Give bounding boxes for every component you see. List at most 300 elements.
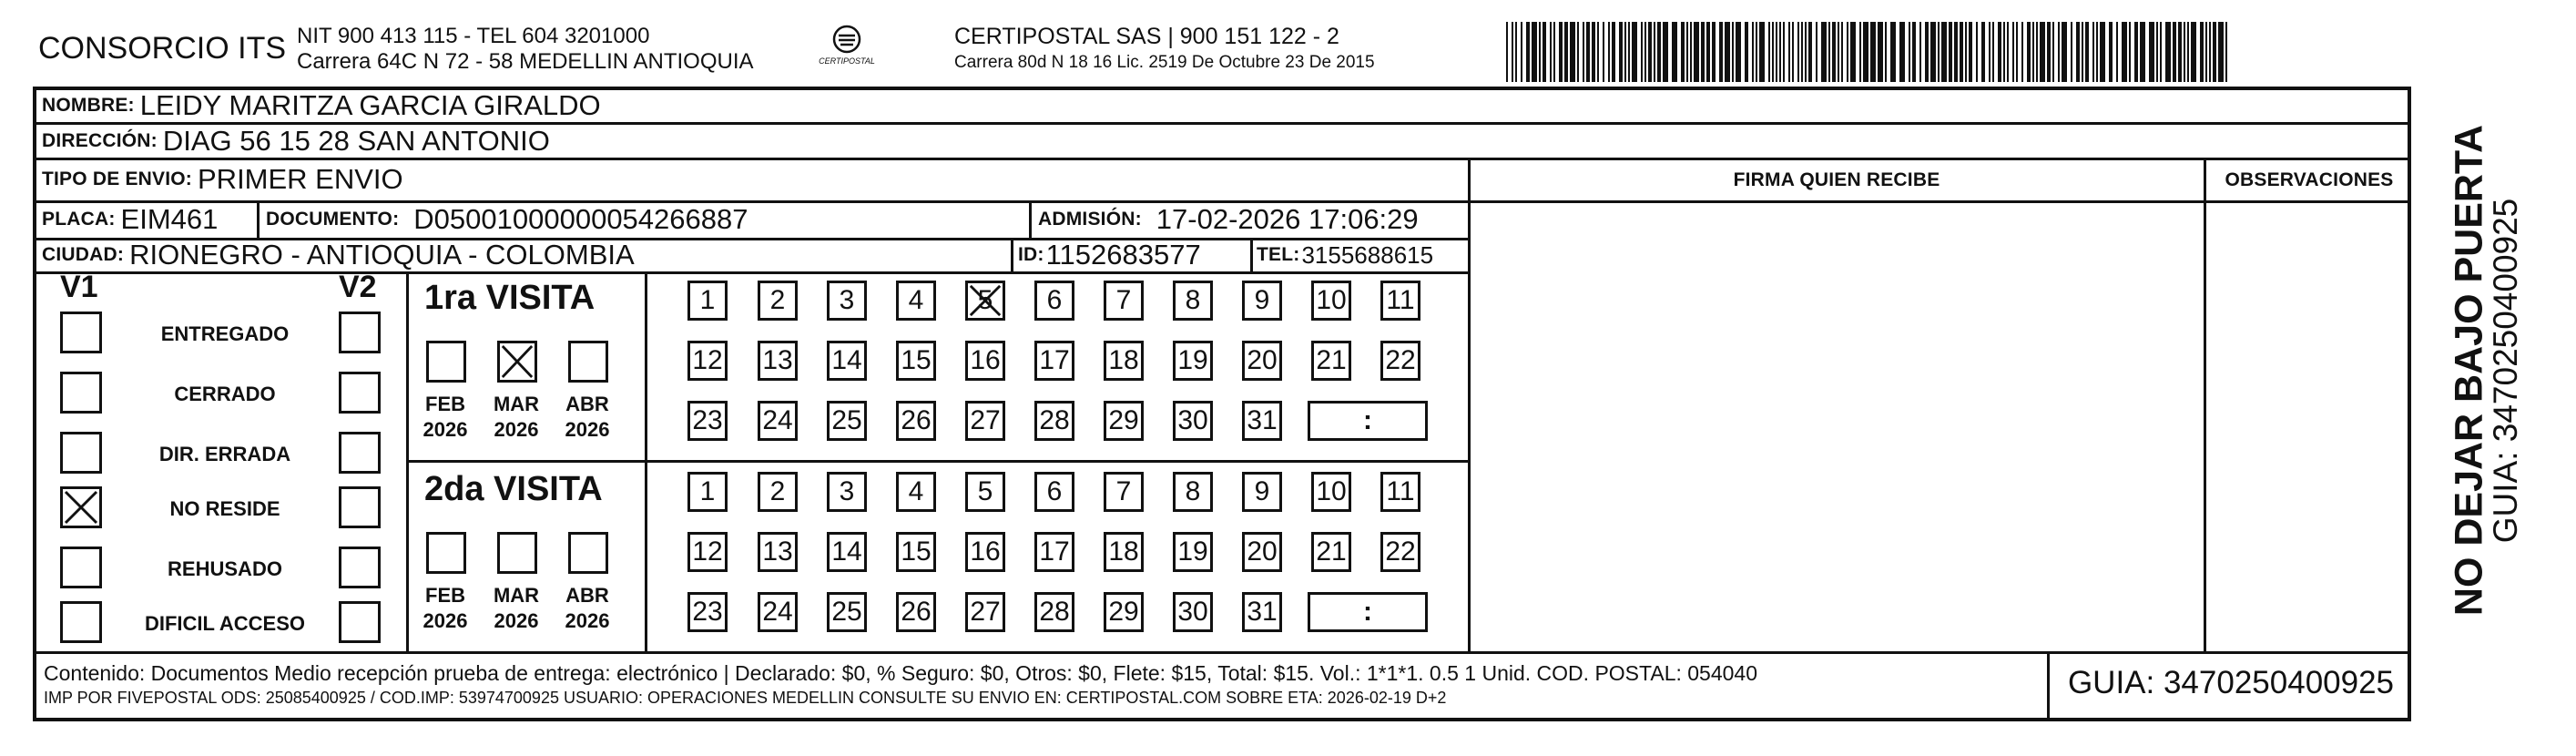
barcode-bar [1550,22,1552,82]
barcode-bar [1539,22,1541,82]
day-box[interactable]: 21 [1311,532,1351,572]
barcode-bar [2116,22,2118,82]
day-box[interactable]: 2 [758,281,798,321]
day-box[interactable]: 17 [1034,532,1074,572]
barcode-bar [2184,22,2185,82]
barcode-bar [2165,22,2171,82]
v2-checkbox[interactable] [339,432,381,474]
footer-print-line: IMP POR FIVEPOSTAL ODS: 25085400925 / COD.IMP: 53974700925 USUARIO: OPERACIONES MEDELLIN CONSULTE SU ENVIO EN: CERTIPOSTAL.COM SOBRE ETA: 2026-02-19 D+2 [44,689,1447,707]
barcode-bar [1976,22,1978,82]
admision-row [1038,202,1419,237]
barcode-bar [2021,22,2023,82]
barcode-bar [2178,22,2182,82]
day-box[interactable] [965,281,1005,321]
v1-checkbox[interactable] [60,547,102,588]
barcode-bar [2156,22,2158,82]
barcode-bar [1949,22,1952,82]
barcode-bar [1686,22,1688,82]
barcode-bar [1690,22,1692,82]
barcode-graphic [1502,20,2231,84]
month-year: 2026 [423,609,468,632]
status-option-label: ENTREGADO [160,322,290,345]
barcode-bar [1797,22,1799,82]
day-box[interactable]: 24 [758,592,798,632]
barcode-bar [1890,22,1896,82]
day-box[interactable]: 26 [896,401,936,441]
carrier-address-line: Carrera 80d N 18 16 Lic. 2519 De Octubre 23 De 2015 [954,53,1375,72]
ciudad-label: CIUDAD: [42,244,125,265]
barcode-bar [2187,22,2189,82]
divider [645,271,647,651]
month-label [555,583,619,634]
day-box[interactable]: 25 [827,401,867,441]
barcode-bar [2225,22,2227,82]
barcode-bar [1608,22,1610,82]
divider [1029,200,1032,238]
day-box[interactable]: 26 [896,592,936,632]
direccion-value: DIAG 56 15 28 SAN ANTONIO [162,125,550,157]
barcode-bar [1909,22,1910,82]
barcode-bar [1644,22,1646,82]
day-box[interactable]: 14 [827,341,867,381]
divider [1470,200,2411,203]
v1-checkbox[interactable] [60,601,102,643]
barcode-bar [2140,22,2145,82]
status-option-label: DIFICIL ACCESO [144,612,305,635]
day-box[interactable]: 9 [1242,472,1282,512]
day-box[interactable]: 28 [1034,592,1074,632]
status-option-label: REHUSADO [168,557,282,580]
tel-value: 3155688615 [1301,240,1434,269]
company-address-line: Carrera 64C N 72 - 58 MEDELLIN ANTIOQUIA [297,49,754,74]
barcode-bar [1628,22,1630,82]
day-box[interactable]: 7 [1104,281,1144,321]
barcode-bar [2200,22,2204,82]
barcode-bar [2085,22,2089,82]
admision-value: 17-02-2026 17:06:29 [1156,203,1419,235]
barcode-bar [1752,22,1754,82]
month-checkbox[interactable] [497,532,537,574]
barcode-bar [2082,22,2083,82]
time-box[interactable]: : [1308,592,1428,632]
barcode-bar [2040,22,2045,82]
barcode-bar [1592,22,1595,82]
barcode-bar [1992,22,1994,82]
documento-value: D0500100000005426688​7 [413,203,748,235]
certipostal-logo-icon [812,24,881,77]
barcode-bar [1570,22,1575,82]
v2-checkbox[interactable] [339,312,381,353]
barcode-bar [1654,22,1655,82]
tel-row [1257,239,1433,271]
barcode-bar [2191,22,2196,82]
side-guia: GUIA: 3470250400925 [2487,198,2524,544]
barcode-bar [2209,22,2211,82]
day-box[interactable]: 30 [1173,401,1213,441]
month-name: FEB [425,584,465,607]
day-box[interactable]: 27 [965,401,1005,441]
barcode-bar [1885,22,1887,82]
barcode-bar [2058,22,2060,82]
v1-header: V1 [60,270,98,304]
month-checkbox[interactable] [426,341,466,383]
day-box[interactable]: 4 [896,281,936,321]
nombre-label: NOMBRE: [42,95,135,116]
barcode-bar [2047,22,2051,82]
barcode-bar [1712,22,1716,82]
barcode-bar [2173,22,2176,82]
day-box[interactable]: 19 [1173,532,1213,572]
nombre-value: LEIDY MARITZA GARCIA GIRALDO [139,89,601,121]
barcode-bar [1919,22,1921,82]
direccion-row [42,125,550,158]
month-checkbox[interactable] [426,532,466,574]
barcode-bar [1768,22,1770,82]
check-x-icon [968,283,1003,318]
barcode-bar [1759,22,1765,82]
day-box[interactable]: 10 [1311,472,1351,512]
day-box[interactable]: 7 [1104,472,1144,512]
day-box[interactable]: 2 [758,472,798,512]
barcode [1502,20,2231,84]
month-checkbox[interactable] [568,341,608,383]
barcode-bar [1870,22,1876,82]
company-name: CONSORCIO ITS [38,31,287,66]
barcode-bar [1632,22,1637,82]
barcode-bar [2109,22,2113,82]
barcode-bar [1583,22,1584,82]
barcode-bar [2160,22,2162,82]
check-x-icon [63,489,99,526]
month-year: 2026 [494,418,539,441]
barcode-bar [1969,22,1972,82]
day-box[interactable]: 25 [827,592,867,632]
day-box[interactable]: 6 [1034,472,1074,512]
divider [406,460,1470,463]
barcode-bar [2071,22,2072,82]
day-box[interactable]: 29 [1104,401,1144,441]
documento-row [266,202,748,237]
month-name: ABR [565,584,609,607]
barcode-bar [1603,22,1604,82]
barcode-bar [1719,22,1723,82]
barcode-bar [1859,22,1861,82]
barcode-bar [1619,22,1623,82]
month-year: 2026 [494,609,539,632]
barcode-bar [1954,22,1958,82]
barcode-bar [1828,22,1830,82]
month-name: MAR [493,393,540,415]
barcode-bar [1998,22,2001,82]
barcode-bar [1938,22,1940,82]
month-label [413,392,477,443]
barcode-bar [1838,22,1839,82]
barcode-bar [1745,22,1748,82]
barcode-bar [1783,22,1785,82]
barcode-bar [1847,22,1848,82]
day-box[interactable]: 3 [827,281,867,321]
tipo-envio-row [42,161,403,198]
v2-checkbox[interactable] [339,547,381,588]
day-box[interactable]: 10 [1311,281,1351,321]
barcode-bar [1526,22,1530,82]
barcode-bar [1989,22,1991,82]
day-box[interactable]: 19 [1173,341,1213,381]
barcode-bar [1981,22,1985,82]
barcode-bar [1772,22,1774,82]
day-box[interactable]: 13 [758,532,798,572]
check-x-icon [500,343,535,380]
barcode-bar [1612,22,1615,82]
day-box[interactable]: 12 [687,532,728,572]
status-option-label: CERRADO [174,383,276,405]
barcode-bar [1912,22,1916,82]
day-box[interactable]: 23 [687,592,728,632]
divider [33,651,2411,654]
divider [1250,238,1253,271]
barcode-bar [1706,22,1710,82]
barcode-bar [2016,22,2018,82]
carrier-logo-text: CERTIPOSTAL [819,56,875,66]
day-box[interactable]: 9 [1242,281,1282,321]
barcode-bar [2052,22,2054,82]
barcode-bar [2134,22,2138,82]
barcode-bar [1899,22,1905,82]
status-option-label: NO RESIDE [169,497,280,520]
company-nit-line: NIT 900 413 115 - TEL 604 3201000 [297,24,650,48]
barcode-bar [1512,22,1513,82]
barcode-bar [1816,22,1817,82]
v2-checkbox[interactable] [339,601,381,643]
barcode-bar [1779,22,1781,82]
barcode-bar [1657,22,1661,82]
barcode-bar [1543,22,1546,82]
day-box[interactable]: 11 [1380,472,1420,512]
divider [2047,651,2050,721]
month-name: FEB [425,393,465,415]
tipo-envio-label: TIPO DE ENVIO: [42,169,192,189]
divider [406,271,409,651]
day-box[interactable]: 31 [1242,401,1282,441]
barcode-bar [2129,22,2131,82]
side-text [2415,100,2524,638]
day-box[interactable]: 1 [687,281,728,321]
divider [1468,158,1471,651]
barcode-bar [1736,22,1741,82]
barcode-bar [2027,22,2031,82]
month-name: MAR [493,584,540,607]
barcode-bar [1776,22,1777,82]
barcode-bar [1725,22,1730,82]
barcode-bar [1648,22,1652,82]
day-box[interactable]: 27 [965,592,1005,632]
v1-checkbox[interactable] [60,486,102,528]
day-box[interactable]: 20 [1242,532,1282,572]
month-name: ABR [565,393,609,415]
day-box[interactable]: 15 [896,532,936,572]
barcode-bar [2032,22,2034,82]
month-label [484,583,548,634]
day-box[interactable]: 8 [1173,472,1213,512]
barcode-bar [1521,22,1522,82]
day-box[interactable]: 20 [1242,341,1282,381]
barcode-bar [2012,22,2014,82]
day-box[interactable]: 15 [896,341,936,381]
day-box[interactable]: 30 [1173,592,1213,632]
certipostal-logo [812,24,881,77]
footer-guia: GUIA: 3470250400925 [2067,665,2395,700]
day-box[interactable]: 31 [1242,592,1282,632]
barcode-bar [1965,22,1967,82]
day-box[interactable]: 3 [827,472,867,512]
time-box[interactable]: : [1308,401,1428,441]
month-label [413,583,477,634]
firma-header: FIRMA QUIEN RECIBE [1733,169,1940,190]
day-box[interactable]: 4 [896,472,936,512]
barcode-bar [2122,22,2127,82]
day-box[interactable]: 16 [965,532,1005,572]
day-box[interactable]: 22 [1380,532,1420,572]
barcode-bar [2100,22,2105,82]
month-label [555,392,619,443]
barcode-bar [1641,22,1643,82]
v1-checkbox[interactable] [60,432,102,474]
barcode-bar [1672,22,1677,82]
id-value: 1152683577 [1045,239,1201,271]
barcode-bar [1832,22,1836,82]
barcode-bar [2062,22,2067,82]
divider [33,271,1470,274]
barcode-bar [1878,22,1883,82]
barcode-bar [1925,22,1929,82]
observaciones-header: OBSERVACIONES [2225,169,2394,190]
barcode-bar [2003,22,2005,82]
tipo-envio-value: PRIMER ENVIO [198,163,403,195]
barcode-bar [2092,22,2094,82]
barcode-bar [1577,22,1579,82]
barcode-bar [1930,22,1936,82]
divider [33,158,2411,160]
v2-checkbox[interactable] [339,486,381,528]
day-box[interactable]: 29 [1104,592,1144,632]
barcode-bar [1941,22,1947,82]
barcode-bar [1732,22,1734,82]
barcode-bar [2076,22,2080,82]
nombre-row [42,89,601,122]
barcode-bar [2036,22,2038,82]
barcode-bar [2096,22,2098,82]
id-row [1018,239,1201,271]
placa-row [42,202,218,237]
divider [2204,158,2206,651]
barcode-bar [2213,22,2216,82]
barcode-bar [1564,22,1568,82]
barcode-bar [1841,22,1843,82]
visit-title: 1ra VISITA [424,279,596,317]
month-checkbox[interactable] [497,341,537,383]
barcode-bar [1756,22,1757,82]
barcode-bar [1694,22,1699,82]
barcode-bar [1701,22,1705,82]
month-year: 2026 [565,609,610,632]
day-box[interactable]: 23 [687,401,728,441]
day-box[interactable]: 22 [1380,341,1420,381]
status-option-label: DIR. ERRADA [158,443,291,465]
divider [1011,238,1013,271]
barcode-bar [1515,22,1517,82]
barcode-bar [2218,22,2224,82]
day-box[interactable]: 8 [1173,281,1213,321]
day-box[interactable]: 5 [965,472,1005,512]
barcode-bar [1506,22,1508,82]
day-box[interactable]: 11 [1380,281,1420,321]
direccion-label: DIRECCIÓN: [42,130,158,151]
barcode-bar [1624,22,1626,82]
tel-label: TEL: [1257,244,1300,265]
month-year: 2026 [565,418,610,441]
carrier-name-line: CERTIPOSTAL SAS | 900 151 122 - 2 [954,24,1339,49]
documento-label: DOCUMENTO: [266,209,400,230]
barcode-bar [1597,22,1599,82]
day-box[interactable]: 17 [1034,341,1074,381]
admision-label: ADMISIÓN: [1038,209,1142,230]
id-label: ID: [1018,244,1044,265]
day-box[interactable]: 12 [687,341,728,381]
day-box[interactable]: 28 [1034,401,1074,441]
day-box[interactable]: 14 [827,532,867,572]
v2-header: V2 [339,270,377,304]
day-number: 5 [977,285,993,315]
barcode-bar [1586,22,1590,82]
v1-checkbox[interactable] [60,372,102,414]
visit-title: 2da VISITA [424,470,603,508]
day-box[interactable]: 1 [687,472,728,512]
month-year: 2026 [423,418,468,441]
barcode-bar [1808,22,1812,82]
placa-label: PLACA: [42,209,116,230]
placa-value: EIM461 [120,203,219,235]
barcode-bar [1681,22,1685,82]
barcode-bar [1850,22,1856,82]
barcode-bar [1532,22,1537,82]
barcode-bar [1863,22,1868,82]
barcode-bar [2205,22,2207,82]
barcode-bar [2007,22,2009,82]
day-box[interactable]: 6 [1034,281,1074,321]
side-warning: NO DEJAR BAJO PUERTA [2447,124,2491,617]
barcode-bar [1663,22,1668,82]
month-checkbox[interactable] [568,532,608,574]
day-box[interactable]: 21 [1311,341,1351,381]
month-label [484,392,548,443]
day-box[interactable]: 18 [1104,532,1144,572]
barcode-bar [2149,22,2154,82]
barcode-bar [1788,22,1790,82]
barcode-bar [1553,22,1555,82]
barcode-bar [1792,22,1794,82]
ciudad-value: RIONEGRO - ANTIOQUIA - COLOMBIA [129,239,635,271]
day-box[interactable]: 13 [758,341,798,381]
barcode-bar [1960,22,1963,82]
footer-content-line: Contenido: Documentos Medio recepción prueba de entrega: electrónico | Declarado: $0, % Seguro: $0, Otros: $0, Flete: $15, Total: $15. Vol.: 1*1*1. 0.5 1 Unid. COD. POSTAL: 054040 [44,661,1758,685]
day-box[interactable]: 24 [758,401,798,441]
divider [257,200,260,238]
v2-checkbox[interactable] [339,372,381,414]
day-box[interactable]: 16 [965,341,1005,381]
v1-checkbox[interactable] [60,312,102,353]
day-box[interactable]: 18 [1104,341,1144,381]
barcode-bar [1805,22,1807,82]
